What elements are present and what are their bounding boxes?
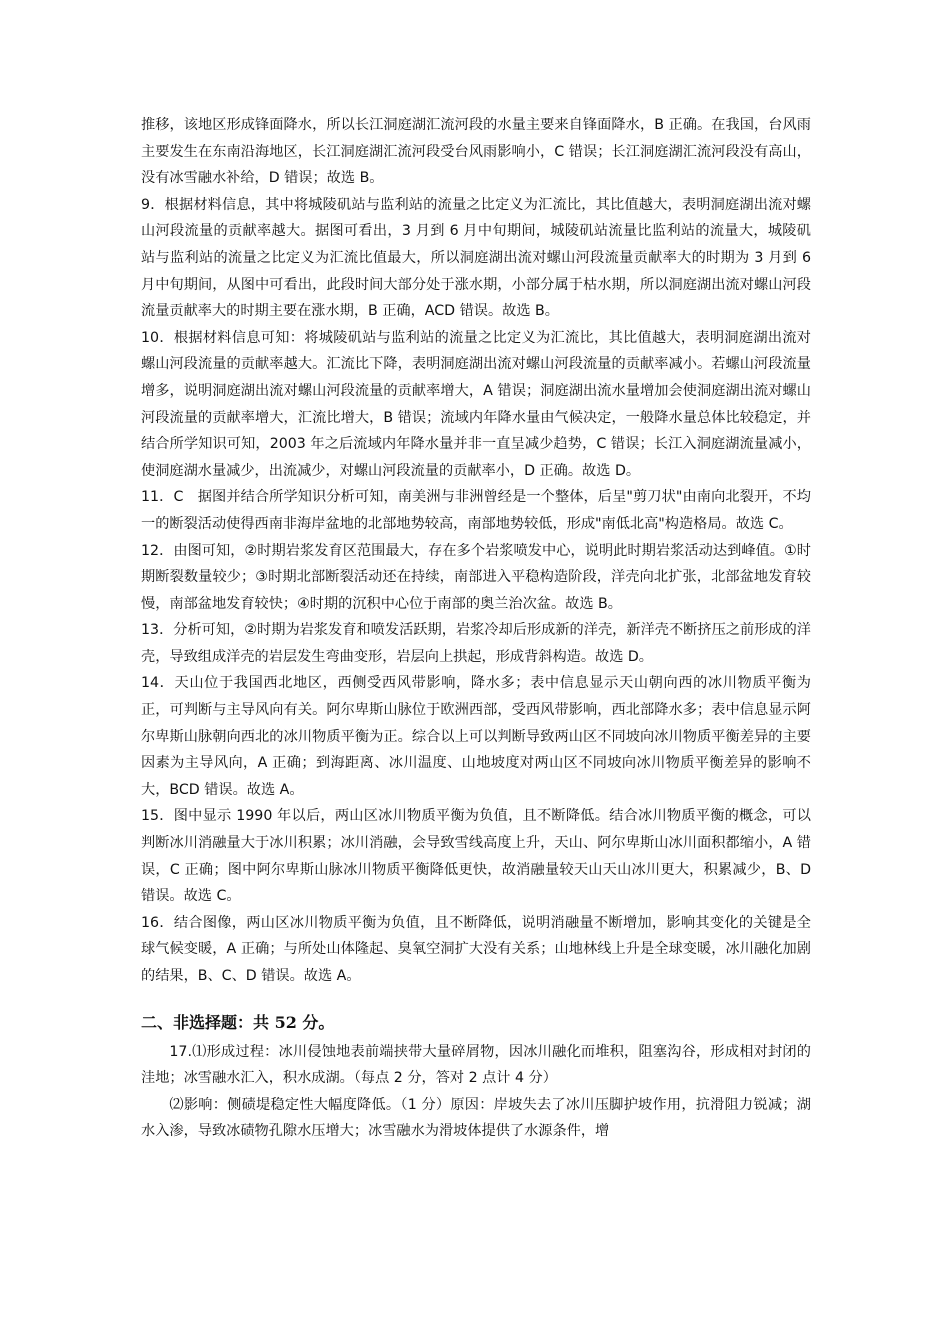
document-page bbox=[141, 112, 811, 1145]
answer-paragraph-12: 12．由图可知，②时期岩浆发育区范围最大，存在多个岩浆喷发中心，说明此时期岩浆活动达到峰值。①时期断裂数量较少；③时期北部断裂活动还在持续，南部进入平稳构造阶段，洋壳向北扩张，北部盆地发育较慢，南部盆地发育较快；④时期的沉积中心位于南部的奥兰治次盆。故选 B。 bbox=[141, 542, 811, 612]
answer-paragraph-17-2: ⑵影响：侧碛堤稳定性大幅度降低。（1 分）原因：岸坡失去了冰川压脚护坡作用，抗滑阻力锐减；湖水入渗，导致冰碛物孔隙水压增大；冰雪融水为滑坡体提供了水源条件，增 bbox=[141, 1096, 811, 1140]
answer-paragraph-17-1: 17.⑴形成过程：冰川侵蚀地表前端挟带大量碎屑物，因冰川融化而堆积，阻塞沟谷，形成相对封闭的洼地；冰雪融水汇入，积水成湖。（每点 2 分，答对 2 点计 4 分） bbox=[141, 1043, 811, 1087]
answer-paragraph-16: 16．结合图像，两山区冰川物质平衡为负值，且不断降低，说明消融量不断增加，影响其变化的关键是全球气候变暖，A 正确；与所处山体隆起、臭氧空洞扩大没有关系；山地林线上升是全球变暖，冰川融化加剧的结果，B、C、D 错误。故选 A。 bbox=[141, 914, 811, 984]
answer-paragraph-14: 14．天山位于我国西北地区，西侧受西风带影响，降水多；表中信息显示天山朝向西的冰川物质平衡为正，可判断与主导风向有关。阿尔卑斯山脉位于欧洲西部，受西风带影响，西北部降水多；表中信息显示阿尔卑斯山脉朝向西北的冰川物质平衡为正。综合以上可以判断导致两山区不同坡向冰川物质平衡差异的主要因素为主导风向，A 正确；到海距离、冰川温度、山地坡度对两山区不同坡向冰川物质平衡差异的影响不大，BCD 错误。故选 A。 bbox=[141, 675, 811, 798]
answer-paragraph-9: 9．根据材料信息，其中将城陵矶站与监利站的流量之比定义为汇流比，其比值越大，表明洞庭湖出流对螺山河段流量的贡献率越大。据图可看出，3 月到 6 月中旬期间，城陵矶站流量比监利站的流量大，城陵矶站与监利站的流量之比定义为汇流比值最大，所以洞庭湖出流对螺山河段流量贡献率大的时期为 3 月到 6 月中旬期间，从图中可看出，此段时间大部分处于涨水期，小部分属于枯水期，所以洞庭湖出流对螺山河段流量贡献率大的时期主要在涨水期，B 正确，ACD 错误。故选 B。 bbox=[141, 196, 811, 320]
answer-paragraph-11: 11．C 据图并结合所学知识分析可知，南美洲与非洲曾经是一个整体，后呈"剪刀状"由南向北裂开，不均一的断裂活动使得西南非海岸盆地的北部地势较高，南部地势较低，形成"南低北高"构造格局。故选 C。 bbox=[141, 489, 811, 532]
answer-paragraph-10: 10．根据材料信息可知：将城陵矶站与监利站的流量之比定义为汇流比，其比值越大，表明洞庭湖出流对螺山河段流量的贡献率越大。汇流比下降，表明洞庭湖出流对螺山河段流量的贡献率减小。若螺山河段流量增多，说明洞庭湖出流对螺山河段流量的贡献率增大，A 错误；洞庭湖出流水量增加会使洞庭湖出流对螺山河段流量的贡献率增大，汇流比增大，B 错误；流域内年降水量由气候决定，一般降水量总体比较稳定，并结合所学知识可知，2003 年之后流域内年降水量并非一直呈减少趋势，C 错误；长江入洞庭湖流量减小，使洞庭湖水量减少，出流减少，对螺山河段流量的贡献率小，D 正确。故选 D。 bbox=[141, 329, 811, 479]
answer-paragraph-15: 15．图中显示 1990 年以后，两山区冰川物质平衡为负值，且不断降低。结合冰川物质平衡的概念，可以判断冰川消融量大于冰川积累；冰川消融，会导致雪线高度上升，天山、阿尔卑斯山冰川面积都缩小，A 错误，C 正确；图中阿尔卑斯山脉冰川物质平衡降低更快，故消融量较天山天山冰川更大，积累减少，B、D 错误。故选 C。 bbox=[141, 808, 811, 905]
answer-paragraph-continuation: 推移，该地区形成锋面降水，所以长江洞庭湖汇流河段的水量主要来自锋面降水，B 正确。在我国，台风雨主要发生在东南沿海地区，长江洞庭湖汇流河段受台风雨影响小，C 错误；长江洞庭湖汇流河段没有高山，没有冰雪融水补给，D 错误；故选 B。 bbox=[141, 117, 811, 187]
answer-paragraph-13: 13．分析可知，②时期为岩浆发育和喷发活跃期，岩浆冷却后形成新的洋壳，新洋壳不断挤压之前形成的洋壳，导致组成洋壳的岩层发生弯曲变形，岩层向上拱起，形成背斜构造。故选 D。 bbox=[141, 622, 811, 665]
section-heading: 二、非选择题：共 52 分。 bbox=[141, 1012, 335, 1032]
